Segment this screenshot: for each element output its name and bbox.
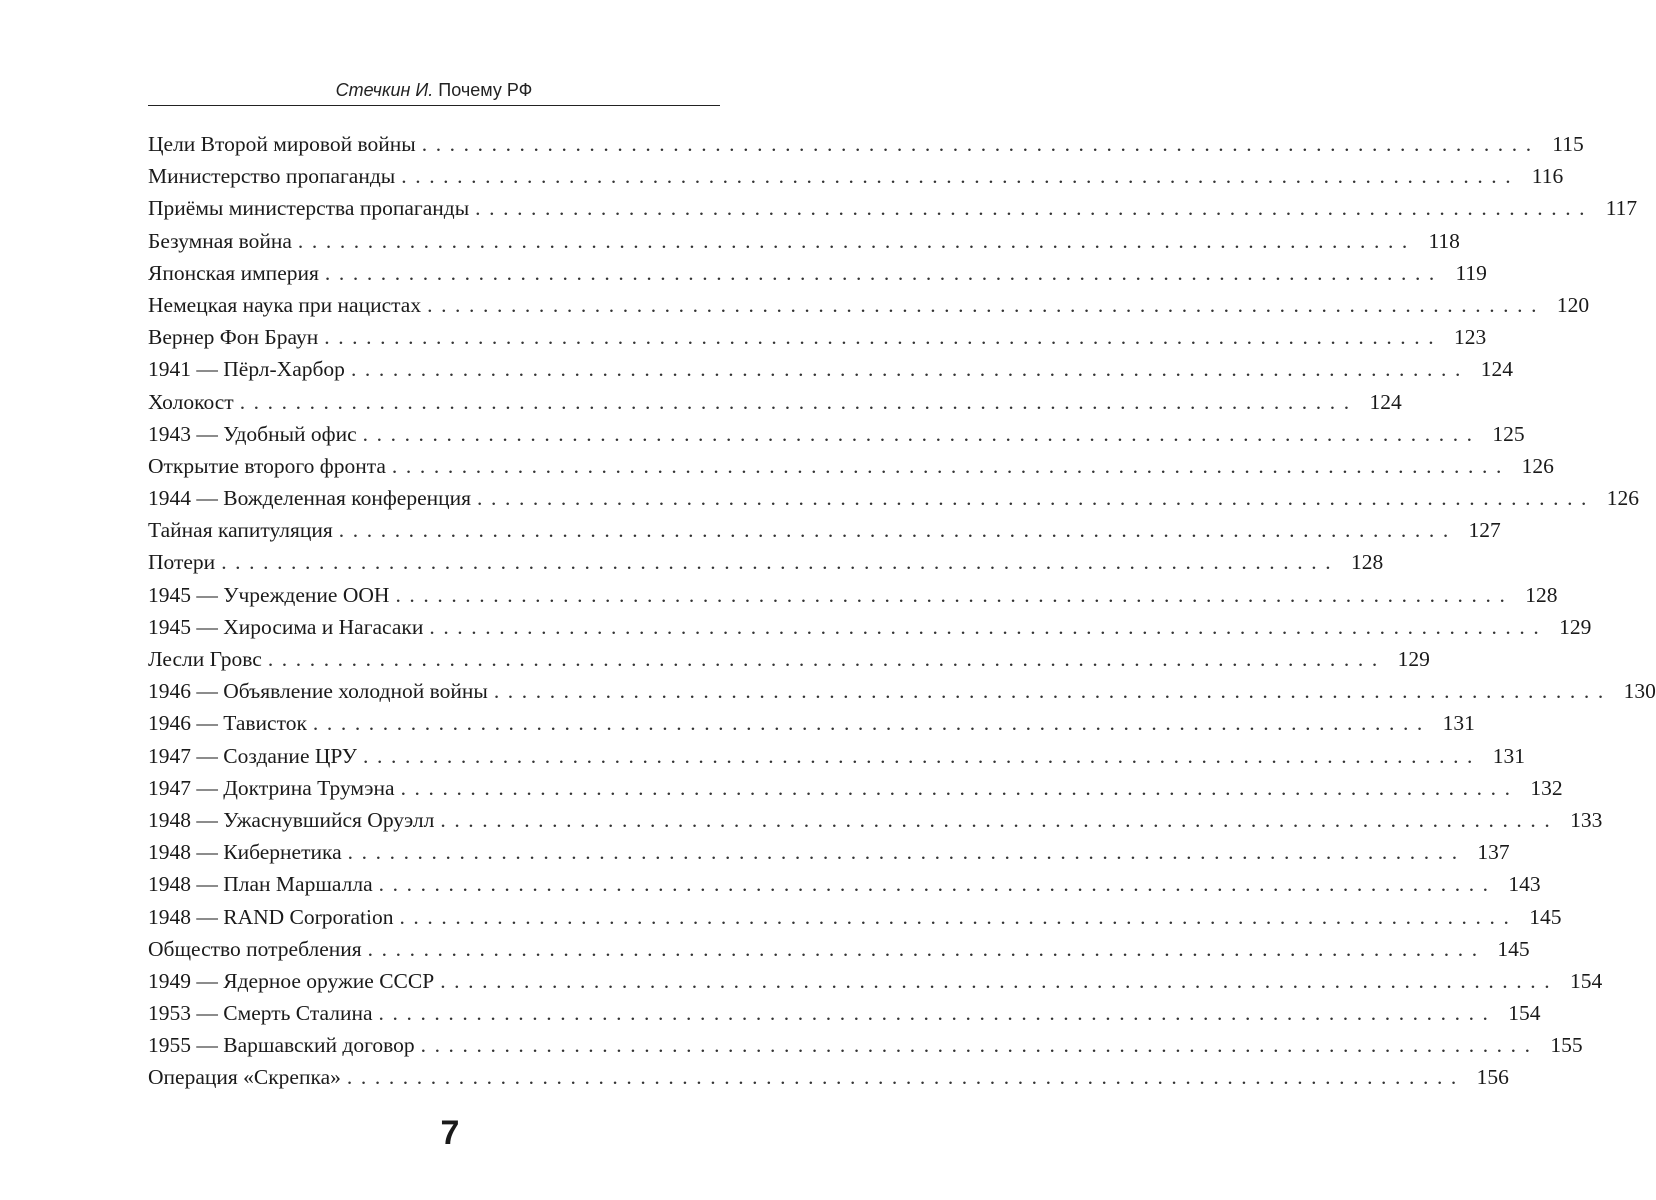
toc-entry-page: 154 — [1569, 968, 1603, 993]
toc-entry — [148, 836, 1510, 868]
toc-entry-page: 145 — [1497, 936, 1530, 961]
toc-entry-title: 1946 — Тависток — [148, 707, 313, 739]
toc-entry-title: Операция «Скрепка» — [148, 1061, 347, 1093]
toc-entry-page: 126 — [1521, 453, 1554, 478]
toc-entry — [148, 772, 1563, 804]
toc-dot-leader: ................................................................................ — [395, 582, 1514, 607]
toc-entry-page: 125 — [1492, 421, 1525, 446]
toc-entry-page: 120 — [1556, 292, 1590, 317]
toc-entry — [148, 933, 1530, 965]
toc-entry-page: 133 — [1570, 807, 1603, 832]
toc-entry-title: 1945 — Учреждение ООН — [148, 579, 395, 611]
toc-dot-leader: ................................................................................ — [401, 164, 1520, 189]
toc-entry-page: 126 — [1606, 486, 1640, 511]
toc-dot-leader: ................................................................................ — [399, 904, 1518, 929]
toc-entry-title: Японская империя — [148, 257, 325, 289]
toc-entry-title: Цели Второй мировой войны — [148, 128, 422, 160]
table-of-contents — [148, 128, 1656, 1094]
toc-entry — [148, 192, 1638, 224]
toc-entry-title: Вернер Фон Браун — [148, 321, 324, 353]
toc-entry — [148, 289, 1590, 321]
toc-entry-title: Немецкая наука при нацистах — [148, 289, 427, 321]
toc-dot-leader: ................................................................................ — [267, 647, 1386, 671]
toc-entry-page: 156 — [1476, 1065, 1509, 1090]
toc-entry-title: 1947 — Доктрина Трумэна — [148, 772, 401, 804]
toc-dot-leader: ................................................................................ — [440, 807, 1559, 832]
page-number: 7 — [440, 1114, 460, 1152]
toc-entry-page: 123 — [1453, 325, 1487, 350]
toc-entry-page: 143 — [1508, 872, 1541, 897]
toc-entry — [148, 225, 1460, 257]
toc-entry-page: 124 — [1369, 389, 1402, 414]
toc-entry-title: Безумная война — [148, 225, 298, 257]
toc-dot-leader: ................................................................................ — [427, 292, 1546, 317]
toc-dot-leader: ................................................................................ — [363, 743, 1482, 768]
toc-entry-page: 137 — [1477, 840, 1510, 865]
toc-dot-leader: ................................................................................ — [362, 421, 1481, 446]
toc-dot-leader: ................................................................................ — [440, 968, 1559, 993]
toc-entry-title: 1945 — Хиросима и Нагасаки — [148, 611, 429, 643]
toc-entry — [148, 418, 1525, 450]
toc-dot-leader: ................................................................................ — [347, 840, 1466, 865]
toc-entry-page: 132 — [1530, 775, 1563, 800]
toc-dot-leader: ................................................................................ — [378, 1001, 1497, 1026]
toc-entry-title: 1948 — План Маршалла — [148, 868, 379, 900]
toc-entry — [148, 901, 1562, 933]
toc-dot-leader: ................................................................................ — [477, 486, 1596, 511]
toc-entry-title: Потери — [148, 546, 221, 578]
toc-dot-leader: ................................................................................ — [475, 196, 1594, 221]
toc-entry — [148, 546, 1384, 578]
toc-entry-title: 1947 — Создание ЦРУ — [148, 740, 363, 772]
toc-entry — [148, 353, 1513, 385]
toc-entry-page: 129 — [1559, 614, 1592, 639]
toc-entry-page: 118 — [1428, 228, 1460, 253]
toc-entry — [148, 611, 1592, 643]
toc-entry — [148, 257, 1487, 289]
toc-entry-page: 127 — [1468, 518, 1501, 543]
toc-entry — [148, 1061, 1509, 1093]
toc-entry — [148, 321, 1487, 353]
toc-entry — [148, 160, 1564, 192]
toc-dot-leader: ................................................................................ — [312, 711, 1431, 736]
toc-entry-title: Холокост — [148, 386, 240, 418]
toc-entry-page: 116 — [1531, 164, 1564, 189]
toc-entry — [148, 579, 1558, 611]
toc-dot-leader: ................................................................................ — [391, 453, 1510, 478]
toc-entry-page: 131 — [1492, 743, 1526, 768]
toc-entry — [148, 128, 1584, 160]
toc-dot-leader: ................................................................................ — [350, 357, 1469, 382]
toc-dot-leader: ................................................................................ — [338, 518, 1457, 543]
toc-dot-leader: ................................................................................ — [221, 550, 1340, 575]
header-rule — [148, 105, 720, 106]
toc-entry — [148, 643, 1430, 675]
toc-entry-title: Министерство пропаганды — [148, 160, 401, 192]
toc-entry-page: 155 — [1550, 1033, 1583, 1058]
toc-entry — [148, 450, 1554, 482]
toc-dot-leader: ................................................................................ — [324, 260, 1443, 285]
toc-entry — [148, 868, 1541, 900]
toc-entry-page: 117 — [1605, 196, 1638, 221]
toc-entry-page: 129 — [1397, 647, 1430, 671]
toc-entry — [148, 965, 1603, 997]
toc-entry-page: 128 — [1525, 582, 1558, 607]
running-head-author: Стечкин И. — [335, 80, 434, 100]
toc-dot-leader: ................................................................................ — [429, 614, 1548, 639]
toc-entry-title: 1948 — RAND Corporation — [148, 901, 399, 933]
toc-dot-leader: ................................................................................ — [346, 1065, 1465, 1090]
toc-entry-title: 1946 — Объявление холодной войны — [148, 675, 494, 707]
toc-entry-page: 124 — [1480, 357, 1513, 382]
toc-entry-title: 1943 — Удобный офис — [148, 418, 363, 450]
toc-entry — [148, 1029, 1583, 1061]
toc-entry-title: Приёмы министерства пропаганды — [148, 192, 475, 224]
toc-dot-leader: ................................................................................ — [420, 1033, 1539, 1058]
toc-entry — [148, 482, 1640, 514]
toc-entry — [148, 675, 1656, 707]
toc-entry-page: 154 — [1508, 1001, 1541, 1026]
toc-entry-page: 115 — [1552, 132, 1584, 156]
toc-dot-leader: ................................................................................ — [367, 936, 1486, 961]
toc-dot-leader: ................................................................................ — [239, 389, 1358, 414]
running-head-title: Почему РФ — [438, 80, 533, 100]
toc-entry-title: 1949 — Ядерное оружие СССР — [148, 965, 440, 997]
toc-dot-leader: ................................................................................ — [297, 228, 1416, 253]
toc-entry-title: Открытие второго фронта — [148, 450, 392, 482]
toc-entry-title: 1953 — Смерть Сталина — [148, 997, 379, 1029]
toc-entry-title: Общество потребления — [148, 933, 368, 965]
toc-dot-leader: ................................................................................ — [378, 872, 1497, 897]
toc-entry — [148, 707, 1475, 739]
toc-entry — [148, 514, 1501, 546]
running-head — [148, 78, 720, 102]
toc-entry-page: 145 — [1529, 904, 1562, 929]
toc-entry-page: 131 — [1442, 711, 1475, 736]
toc-entry-title: 1948 — Ужаснувшийся Оруэлл — [148, 804, 440, 836]
toc-entry — [148, 740, 1526, 772]
toc-entry — [148, 997, 1541, 1029]
toc-entry-title: 1955 — Варшавский договор — [148, 1029, 421, 1061]
toc-dot-leader: ................................................................................ — [421, 132, 1540, 156]
toc-entry-title: 1944 — Вожделенная конференция — [148, 482, 477, 514]
toc-entry-title: 1941 — Пёрл-Харбор — [148, 353, 351, 385]
toc-dot-leader: ................................................................................ — [493, 679, 1612, 704]
toc-entry-page: 128 — [1350, 550, 1384, 575]
toc-entry-title: 1948 — Кибернетика — [148, 836, 348, 868]
toc-entry-title: Лесли Гровс — [148, 643, 268, 675]
toc-dot-leader: ................................................................................ — [400, 775, 1519, 800]
toc-entry-title: Тайная капитуляция — [148, 514, 339, 546]
toc-entry-page: 119 — [1455, 260, 1487, 285]
toc-entry-page: 130 — [1623, 679, 1656, 704]
toc-dot-leader: ................................................................................ — [324, 325, 1443, 350]
toc-entry — [148, 804, 1603, 836]
toc-entry — [148, 386, 1402, 418]
